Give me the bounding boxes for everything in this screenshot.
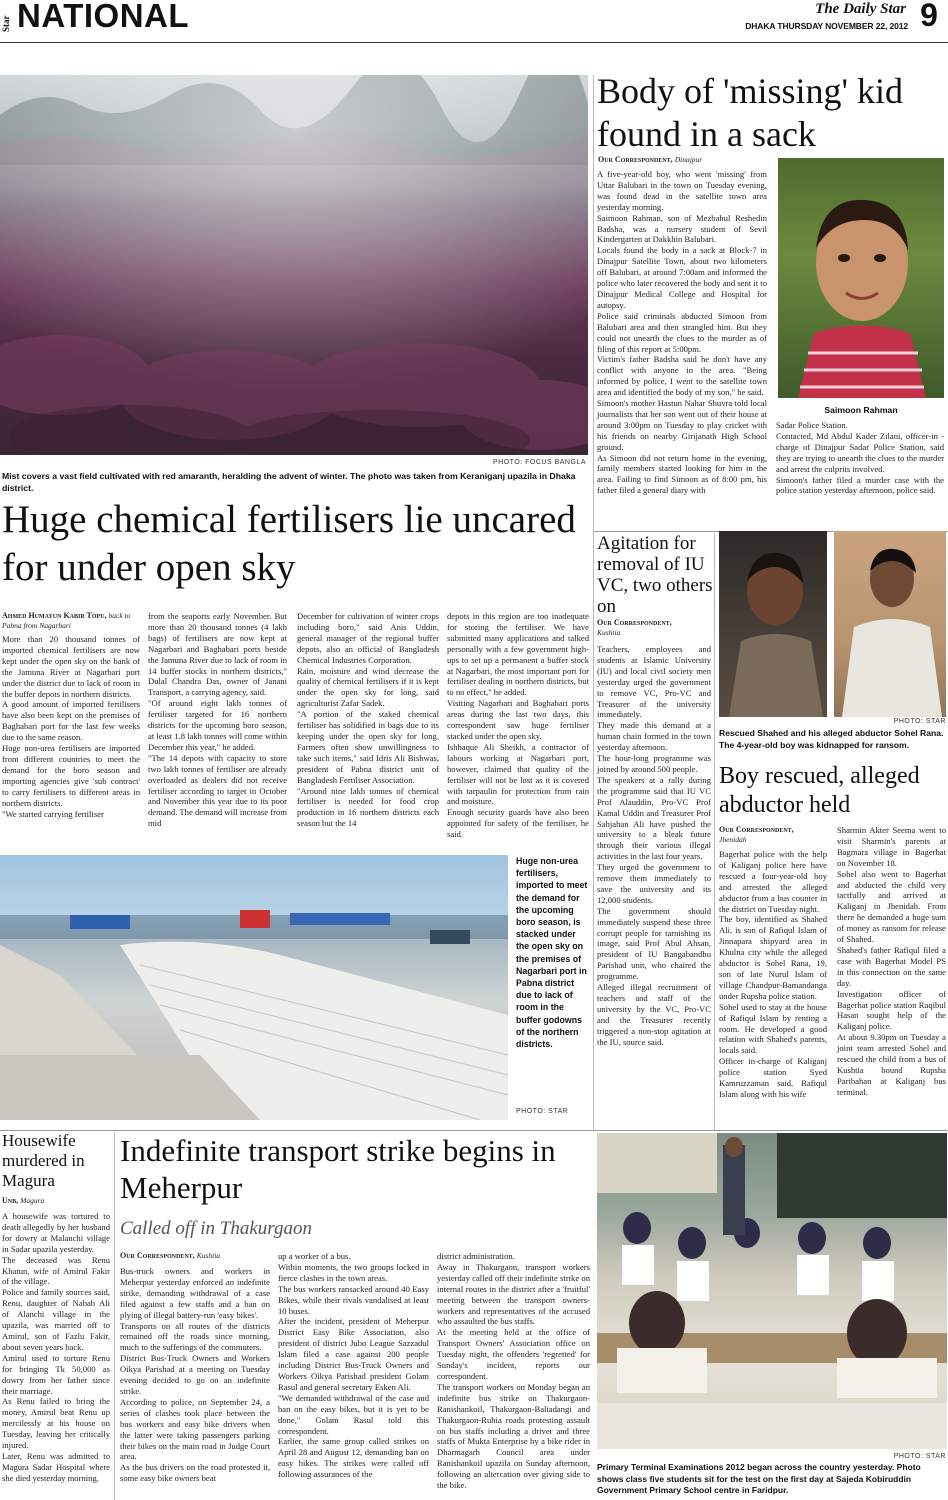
masthead (0, 0, 948, 40)
shahed-photo (719, 531, 827, 717)
kid-col-2: Sadar Police Station. Contacted, Md Abdul Kader Zilani, officer-in -charge of Dinajpur Sadar Police Station, said they are trying to unearth the clues to the murder and arrest the culprits involved. Simoon's father filed a murder case with the police station yesterday afternoon, police said. (776, 420, 944, 496)
kid-col-1: A five-year-old boy, who went 'missing' from Uttar Balubari in the town on Tuesday evening, was found dead in the satellite town area yesterday morning. Saimoon Rahman, son of Mezbahul Reshedin Badsha, was a nursery student of Sevil Kindergarten at Dakkhin Balubari. Locals found the body in a sack at Block-7 in Dinajpur Satellite Town, about two kilometers off Balubari, at around 7:00am and informed the police who later recovered the body and sent it to Dinajpur Medical College and Hospital for autopsy. Police said criminals abducted Simoon from Balubari area and then strangled him. But they could not unearth the clues to the murder as of filing of this report at 5:00pm. Victim's father Badsha said he don't have any conflict with anyone in the area. "Being informed by police, I went to the satellite town area and identified the body of my son," he said. Simoon's mother Hastun Nahar Shuvra told local journalists that her son went out of their house at around 3:00pm on Tuesday to play cricket with his friends on nearby Girijanath High School ground. As Simoon did not return home in the evening, family members started looking for him in the area. Failing to find Simoon as of 8:00 pm, his father filed a general diary with (597, 169, 767, 496)
fertiliser-col-1: More than 20 thousand tonnes of imported chemical fertilisers are now kept under the open sky on the bank of the Jamuna River at Nagarbari port under the district due to lack of room in the buffer depots in northern districts. A good amount of imported fertilisers have also been kept on the premises of Baghabari port for the last few weeks due to the same reason. Huge non-urea fertilisers are imported from different countries to meet the demand for the boro season and importing agencies give 'sub contract' to carry fertilisers to different areas in northern districts. "We started carrying fertiliser (2, 634, 140, 819)
amaranth-photo-caption: Mist covers a vast field cultivated with red amaranth, heralding the advent of winter. The photo was taken from Keraniganj upazila in Dhaka district. (2, 471, 576, 493)
strike-col-3: district administration. Away in Thakurgaon, transport workers yesterday called off their indefinite strike on internal routes in the district after a 'fruitful' meeting between the transport owners-workers and representatives of the accused who assaulted the bus staffs. At the meeting held at the office of Transport Owners' Association office on Tuesday night, the offenders 'regretted' for Sunday's incident, reports our correspondent. The transport workers on Monday began an indefinite bus strike on Thakurgaon-Ranishankoil, Thakurgaon-Baliadangi and Thakurgaon-Ruhia roads protesting assault on bus staffs including a driver and three staffs of Mukta Enterprise by a bike rider in Dharmagarh Council area under Ranishankoil upazila on Sunday afternoon, following an altercation over giving side to the bike. (437, 1251, 590, 1491)
fertiliser-photo-credit: PHOTO: STAR (516, 1108, 569, 1115)
exam-photo-caption: Primary Terminal Examinations 2012 began across the country yesterday. Photo shows class five students sit for the test on the first day at Sajeda Kobiruddin Government Primary School centre in Faridpur. (597, 1462, 921, 1495)
saimoon-photo-caption: Saimoon Rahman (824, 405, 898, 415)
kid-headline: Body of 'missing' kid found in a sack (597, 71, 903, 154)
strike-byline: Our Correspondent, Kushtia (120, 1251, 221, 1260)
strike-headline: Indefinite transport strike begins in Meherpur (120, 1133, 556, 1205)
bottom-section-rule (0, 1130, 948, 1131)
amaranth-field-drawing (0, 75, 588, 455)
section-title: NATIONAL (17, 0, 190, 34)
exam-classroom-drawing (597, 1133, 947, 1449)
strike-subhead: Called off in Thakurgaon (120, 1218, 312, 1239)
rescued-col-1: Bagerhat police with the help of Kaliganj police here have rescued a four-year-old boy and arrested the alleged abductor from a bus counter in the district on Tuesday night. The boy, identified as Shahed Ali, is son of Rafiqul Islam of Jinnapara shipyard area in Khulna city while the alleged abductor is Sohel Rana, 19, son of late Nurul Islam of village Chandpur-Bamandanga under Rupsha police station. Sohel used to stay at the house of Rafiqul Islam by renting a room. He developed a good relation with Shahed's parents, locals said. Officer in-charge of Kaliganj police station Syed Kamruzzaman said, Rafiqul Islam along with his wife (719, 849, 827, 1099)
agitation-divider (714, 533, 715, 1130)
housewife-byline: Unb, Magura (2, 1196, 45, 1205)
amaranth-photo-credit: PHOTO: FOCUS BANGLA (493, 459, 586, 466)
housewife-divider (114, 1132, 115, 1500)
shahed-drawing (719, 531, 827, 717)
rescued-col-2: Sharmin Akter Seema went to visit Sharmin's parents at Bagmara village in Bagerhat on November 18. Sohel also went to Bagerhat and abducted the child very tactfully and arrived at Kaliganj in Jhenidah. From there he demanded a huge sum of money as ransom for release of Shahed. Shahed's father Rafiqul filed a case with Bagerhat Model PS in this connection on the same day. Investigation officer of Bagerhat police station Raqibul Hasan sought help of the Kaliganj police. At about 9.30pm on Tuesday a joint team arrested Sohel and rescued the child from a bus of Kushtia bound Rupsha Paribahan at Kaliganj bus terminal. (837, 825, 946, 1097)
paper-logo: The Daily Star (815, 1, 906, 17)
agitation-byline: Our Correspondent, Kushtia (597, 618, 672, 637)
fertiliser-headline: Huge chemical fertilisers lie uncared for under open sky (2, 498, 576, 589)
agitation-headline: Agitation for removal of IU VC, two others on (597, 533, 713, 617)
page-number: 9 (920, 0, 938, 33)
rescued-headline: Boy rescued, alleged abductor held (719, 763, 920, 818)
masthead-rule (0, 42, 948, 43)
strike-col-2: up a worker of a bus. Within moments, the two groups locked in fierce clashes in the town areas. The bus workers ransacked around 40 Easy Bikes, while their rivals vandalised at least 10 buses. After the incident, president of Meherpur District Easy Bike Association, also president of district Jubo League Sazzadul Islam filed a case against 200 people including District Bus-Truck Owners and Workers Oikya Parishad president Golam Rasul and general secretary Esken Ali. "We demanded withdrawal of the case and ban on the easy bikes, but it is yet to be done," Golam Rasul told this correspondent. Earlier, the same group called strikes on April 28 and August 12, demanding ban on easy bikes. The strikes were called off following assurances of the (278, 1251, 429, 1480)
dateline: DHAKA THURSDAY NOVEMBER 22, 2012 (745, 21, 908, 31)
exam-classroom-photo (597, 1133, 947, 1449)
section-logo: Star (1, 15, 11, 32)
rescued-photo-credit: PHOTO: STAR (893, 718, 946, 725)
agitation-col-1: Teachers, employees and students at Islamic University (IU) and local civil society men yesterday urged the government to remove VC, Pro-VC and Treasurer of the university immediately. They made this demand at a human chain formed in the town yesterday afternoon. The hour-long programme was joined by around 500 people. The speakers at a rally during the programme said that IU VC Prof Alauddin, Pro-VC Prof Kamal Uddin and Treasurer Prof Sahjahan Ali have pushed the university to a bleak future through their various illegal activities in the last four years. They urged the government to remove them immediately to save the university and its 12,000 students. The government should immediately suspend these three corrupt people for tarnishing its image, said Prof Abul Ahsan, president of IU Bangabandhu Parishad unit, who chaired the programme. Alleged illegal recruitment of teachers and staff of the university by the VC, Pro-VC and the Treasurer recently triggered a non-stop agitation at the IU, source said. (597, 644, 711, 1047)
rescued-photo-caption: Rescued Shahed and his alleged abductor Sohel Rana. The 4-year-old boy was kidnapped for ransom. (719, 728, 944, 750)
housewife-col-1: A housewife was tortured to death allegedly by her husband for dowry at Malanchi village in Sadar upazila yesterday. The deceased was Renu Khatun, wife of Amirul Fakir of the village. Police and family sources said, Renu, daughter of Nabab Ali of Alanchi village in the upazila, was married off to Amirul, son of Fazlu Fakir, about seven years back. Amirul used to torture Renu for bringing Tk 50,000 as dowry from her father since their marriage. As Renu failed to bring the money, Amirul beat Renu up mercilessly at his house on Tuesday, leaving her critically injured. Later, Renu was admitted to Magura Sadar Hospital where she died yesterday morning. (2, 1211, 110, 1483)
fertiliser-col-2: from the seaports early November. But more than 20 thousand tonnes (4 lakh bags) of fertilisers are now kept at Nagarbari and Baghabari ports beside the Jamuna River due to lack of room in 14 buffer stocks in northern districts," Dulal Chandra Das, owner of Janani Transport, a carrying agency, said. "Of around eight lakh tonnes of fertiliser targeted for 16 northern districts for the upcoming boro season, at least 1.8 lakh tonnes will come within December this year," he added. "The 14 depots with capacity to store two lakh tonnes of fertiliser are already overloaded as dealers did not receive fertiliser according to target in October and November this year due to its poor demand. The demand will increase from mid (148, 611, 287, 829)
strike-col-1: Bus-truck owners and workers in Meherpur yesterday enforced an indefinite strike, demanding withdrawal of a case filed against a few staffs and a ban on plying of illegal battery-run 'easy bikes'. Transports on all routes of the districts remained off the roads since morning, much to the sufferings of the commuters. District Bus-Truck Owners and Workers Oikya Parishad at a meeting on Tuesday evening decided to go on an indefinite strike. According to police, on September 24, a series of clashes took place between the bus workers and easy bike drivers when the latter were taking passengers parking their bikes on the main road in Judge Court area. As the bus drivers on the road protested it, some easy bike owners beat (120, 1266, 270, 1484)
fertiliser-col-3: December for cultivation of winter crops including boro," said Anis Uddin, general manager of the regional buffer depots, also an official of Bangladesh Chemical Industries Corporation. Rain, moisture and wind decrease the quality of chemical fertilisers if it is kept under the open sky for long, said agriculturist Zafar Sadek. "A portion of the staked chemical fertiliser has solidified in bags due to its keeping under the open sky for long. Farmers often show unwillingness to take such items," said Idris Ali Bishwas, president of Pabna district unit of Bangladesh Fertiliser Association. "Around nine lakh tonnes of chemical fertiliser is needed for food crop production in 16 northern districts each season but the 14 (297, 611, 439, 829)
saimoon-photo (778, 158, 944, 398)
fertiliser-stack-photo (0, 855, 508, 1120)
sohel-rana-photo (834, 531, 946, 717)
fertiliser-byline: Ahmed Humayun Kabir Topu, back to Pabna from Nagarbari (2, 611, 131, 630)
saimoon-drawing (778, 158, 944, 398)
rescued-byline: Our Correspondent, Jhenidah (719, 825, 794, 844)
kid-byline: Our Correspondent, Dinajpur (598, 155, 703, 164)
column-divider (593, 75, 594, 1130)
sohel-rana-drawing (834, 531, 946, 717)
fertiliser-stack-drawing (0, 855, 508, 1120)
exam-photo-credit: PHOTO: STAR (893, 1453, 946, 1460)
amaranth-field-photo (0, 75, 588, 455)
fertiliser-photo-caption: Huge non-urea fertilisers, imported to meet the demand for the upcoming boro season, is stacked under the open sky on the premises of Nagarbari port in Pabna district due to lack of room in the buffer godowns of the northern districts. (516, 856, 588, 1050)
fertiliser-col-4: depots in this region are too inadequate for storing the fertiliser. We have submitted many applications and talked personally with a few government high-ups to set up a permanent a buffer stock at Nagarbari, the most important port for fertiliser dealing in northern districts, but to no effect," he added. Visiting Nagarbari and Baghabari ports areas during the last two days, this correspondent saw huge fertiliser stacked under the open sky. Ishhaque Ali Sheikh, a contractor of labours working at Nagarbari port, however, claimed that quality of the fertiliser will not be lost as it is covered with tarpaulin for protection from rain and moisture. Enough security guards have also been appointed for safety of the fertiliser, he said. (447, 611, 589, 840)
housewife-headline: Housewife murdered in Magura (2, 1131, 85, 1190)
